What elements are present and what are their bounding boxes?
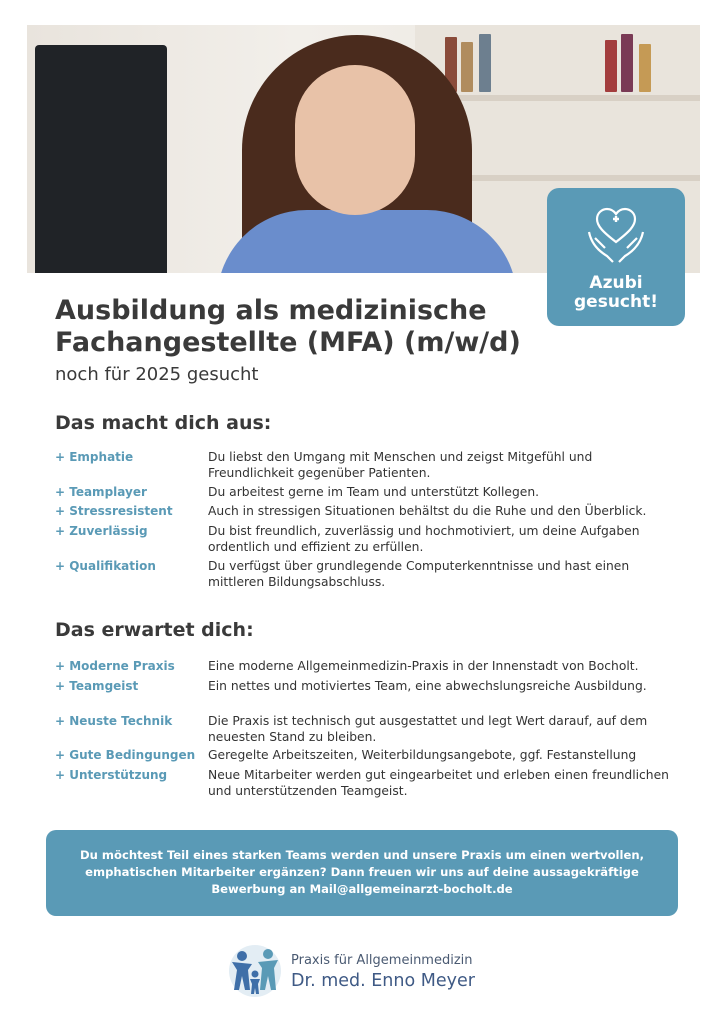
item-value: Du bist freundlich, zuverlässig und hochmotiviert, um deine Aufgaben ordentlich und effizient zu erfüllen. bbox=[208, 524, 640, 554]
item-key: + Teamplayer bbox=[55, 485, 147, 499]
item-key: + Unterstützung bbox=[55, 768, 168, 782]
application-callout bbox=[46, 830, 678, 916]
item-value: Du liebst den Umgang mit Menschen und zeigst Mitgefühl und Freundlichkeit gegenüber Patienten. bbox=[208, 450, 593, 480]
cta-line3: Bewerbung an Mail@allgemeinarzt-bocholt.de bbox=[211, 882, 513, 896]
badge-line1: Azubi bbox=[589, 273, 643, 293]
person-face bbox=[295, 65, 415, 215]
cta-line2: emphatischen Mitarbeiter ergänzen? Dann freuen wir uns auf deine aussagekräftige bbox=[85, 865, 639, 879]
item-value: Ein nettes und motiviertes Team, eine abwechslungsreiche Ausbildung. bbox=[208, 679, 647, 693]
practice-family-logo-icon bbox=[228, 944, 282, 998]
page-subtitle: noch für 2025 gesucht bbox=[55, 364, 259, 385]
section1-heading: Das macht dich aus: bbox=[55, 412, 272, 434]
item-key: + Gute Bedingungen bbox=[55, 748, 196, 762]
item-key: + Emphatie bbox=[55, 450, 134, 464]
footer-practice-name: Praxis für Allgemeinmedizin bbox=[291, 953, 473, 968]
item-key: + Qualifikation bbox=[55, 559, 156, 573]
item-value: Neue Mitarbeiter werden gut eingearbeitet und erleben einen freundlichen und unterstützenden Teamgeist. bbox=[208, 768, 669, 798]
item-value: Auch in stressigen Situationen behältst du die Ruhe und den Überblick. bbox=[208, 504, 647, 518]
item-key: + Neuste Technik bbox=[55, 714, 173, 728]
item-key: + Stressresistent bbox=[55, 504, 173, 518]
computer-monitor bbox=[35, 45, 167, 273]
item-key: + Zuverlässig bbox=[55, 524, 148, 538]
title-line2: Fachangestellte (MFA) (m/w/d) bbox=[55, 327, 521, 358]
item-value: Geregelte Arbeitszeiten, Weiterbildungsangebote, ggf. Festanstellung bbox=[208, 748, 637, 762]
title-line1: Ausbildung als medizinische bbox=[55, 295, 487, 326]
heart-hands-icon bbox=[583, 202, 649, 268]
cta-line1: Du möchtest Teil eines starken Teams werden und unsere Praxis um einen wertvollen, bbox=[79, 848, 645, 862]
item-key: + Teamgeist bbox=[55, 679, 139, 693]
section2-heading: Das erwartet dich: bbox=[55, 619, 254, 641]
item-value: Eine moderne Allgemeinmedizin-Praxis in der Innenstadt von Bocholt. bbox=[208, 659, 639, 673]
item-key: + Moderne Praxis bbox=[55, 659, 175, 673]
item-value: Du arbeitest gerne im Team und unterstützt Kollegen. bbox=[208, 485, 540, 499]
badge-line2: gesucht! bbox=[574, 292, 658, 312]
item-value: Du verfügst über grundlegende Computerkenntnisse und hast einen mittleren Bildungsabschluss. bbox=[208, 559, 630, 589]
item-value: Die Praxis ist technisch gut ausgestattet und legt Wert darauf, auf dem neuesten Stand zu bleiben. bbox=[208, 714, 648, 744]
page-title bbox=[55, 295, 615, 359]
footer-doctor-name: Dr. med. Enno Meyer bbox=[291, 971, 475, 991]
